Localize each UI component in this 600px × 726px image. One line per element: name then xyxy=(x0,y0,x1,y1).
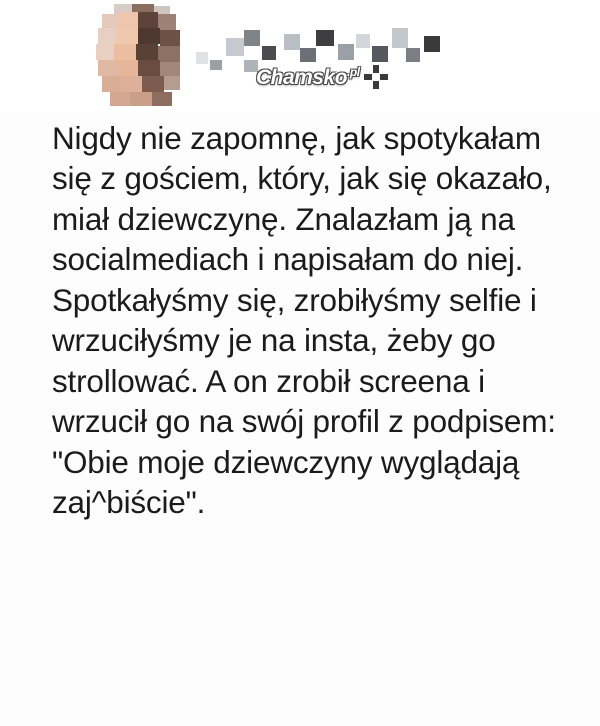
pixel-debris xyxy=(356,34,370,48)
pixel-debris xyxy=(406,48,420,62)
watermark-suffix: .pl xyxy=(347,65,360,79)
pixel-debris xyxy=(284,34,300,50)
pixel-debris xyxy=(372,46,388,62)
pixel-debris xyxy=(424,36,440,52)
pixel-debris xyxy=(338,44,354,60)
plus-mark-icon xyxy=(363,64,389,90)
censored-photo-strip xyxy=(0,0,600,112)
pixel-debris xyxy=(226,38,244,56)
pixelated-face-blob xyxy=(96,4,192,108)
watermark-brand: Chamsko xyxy=(256,66,348,89)
watermark-text xyxy=(256,66,360,88)
watermark xyxy=(256,64,389,90)
pixel-debris xyxy=(392,28,408,48)
pixel-debris xyxy=(262,46,276,60)
pixel-debris xyxy=(316,30,334,46)
pixel-debris xyxy=(244,30,260,46)
meme-caption: Nigdy nie zapomnę, jak spotykałam się z gościem, który, jak się okazało, miał dziewczynę. Znalazłam ją na socialmediach i napisałam do niej. Spotkałyśmy się, zrobiłyśmy selfie i wrzuciłyśmy je na insta, żeby go strollować. A on zrobił screena i wrzucił go na swój profil z podpisem: "Obie moje dziewczyny wyglądają zaj^biście". xyxy=(52,120,565,521)
pixel-debris xyxy=(196,52,208,64)
pixel-debris xyxy=(210,60,222,70)
pixel-debris xyxy=(300,48,316,62)
